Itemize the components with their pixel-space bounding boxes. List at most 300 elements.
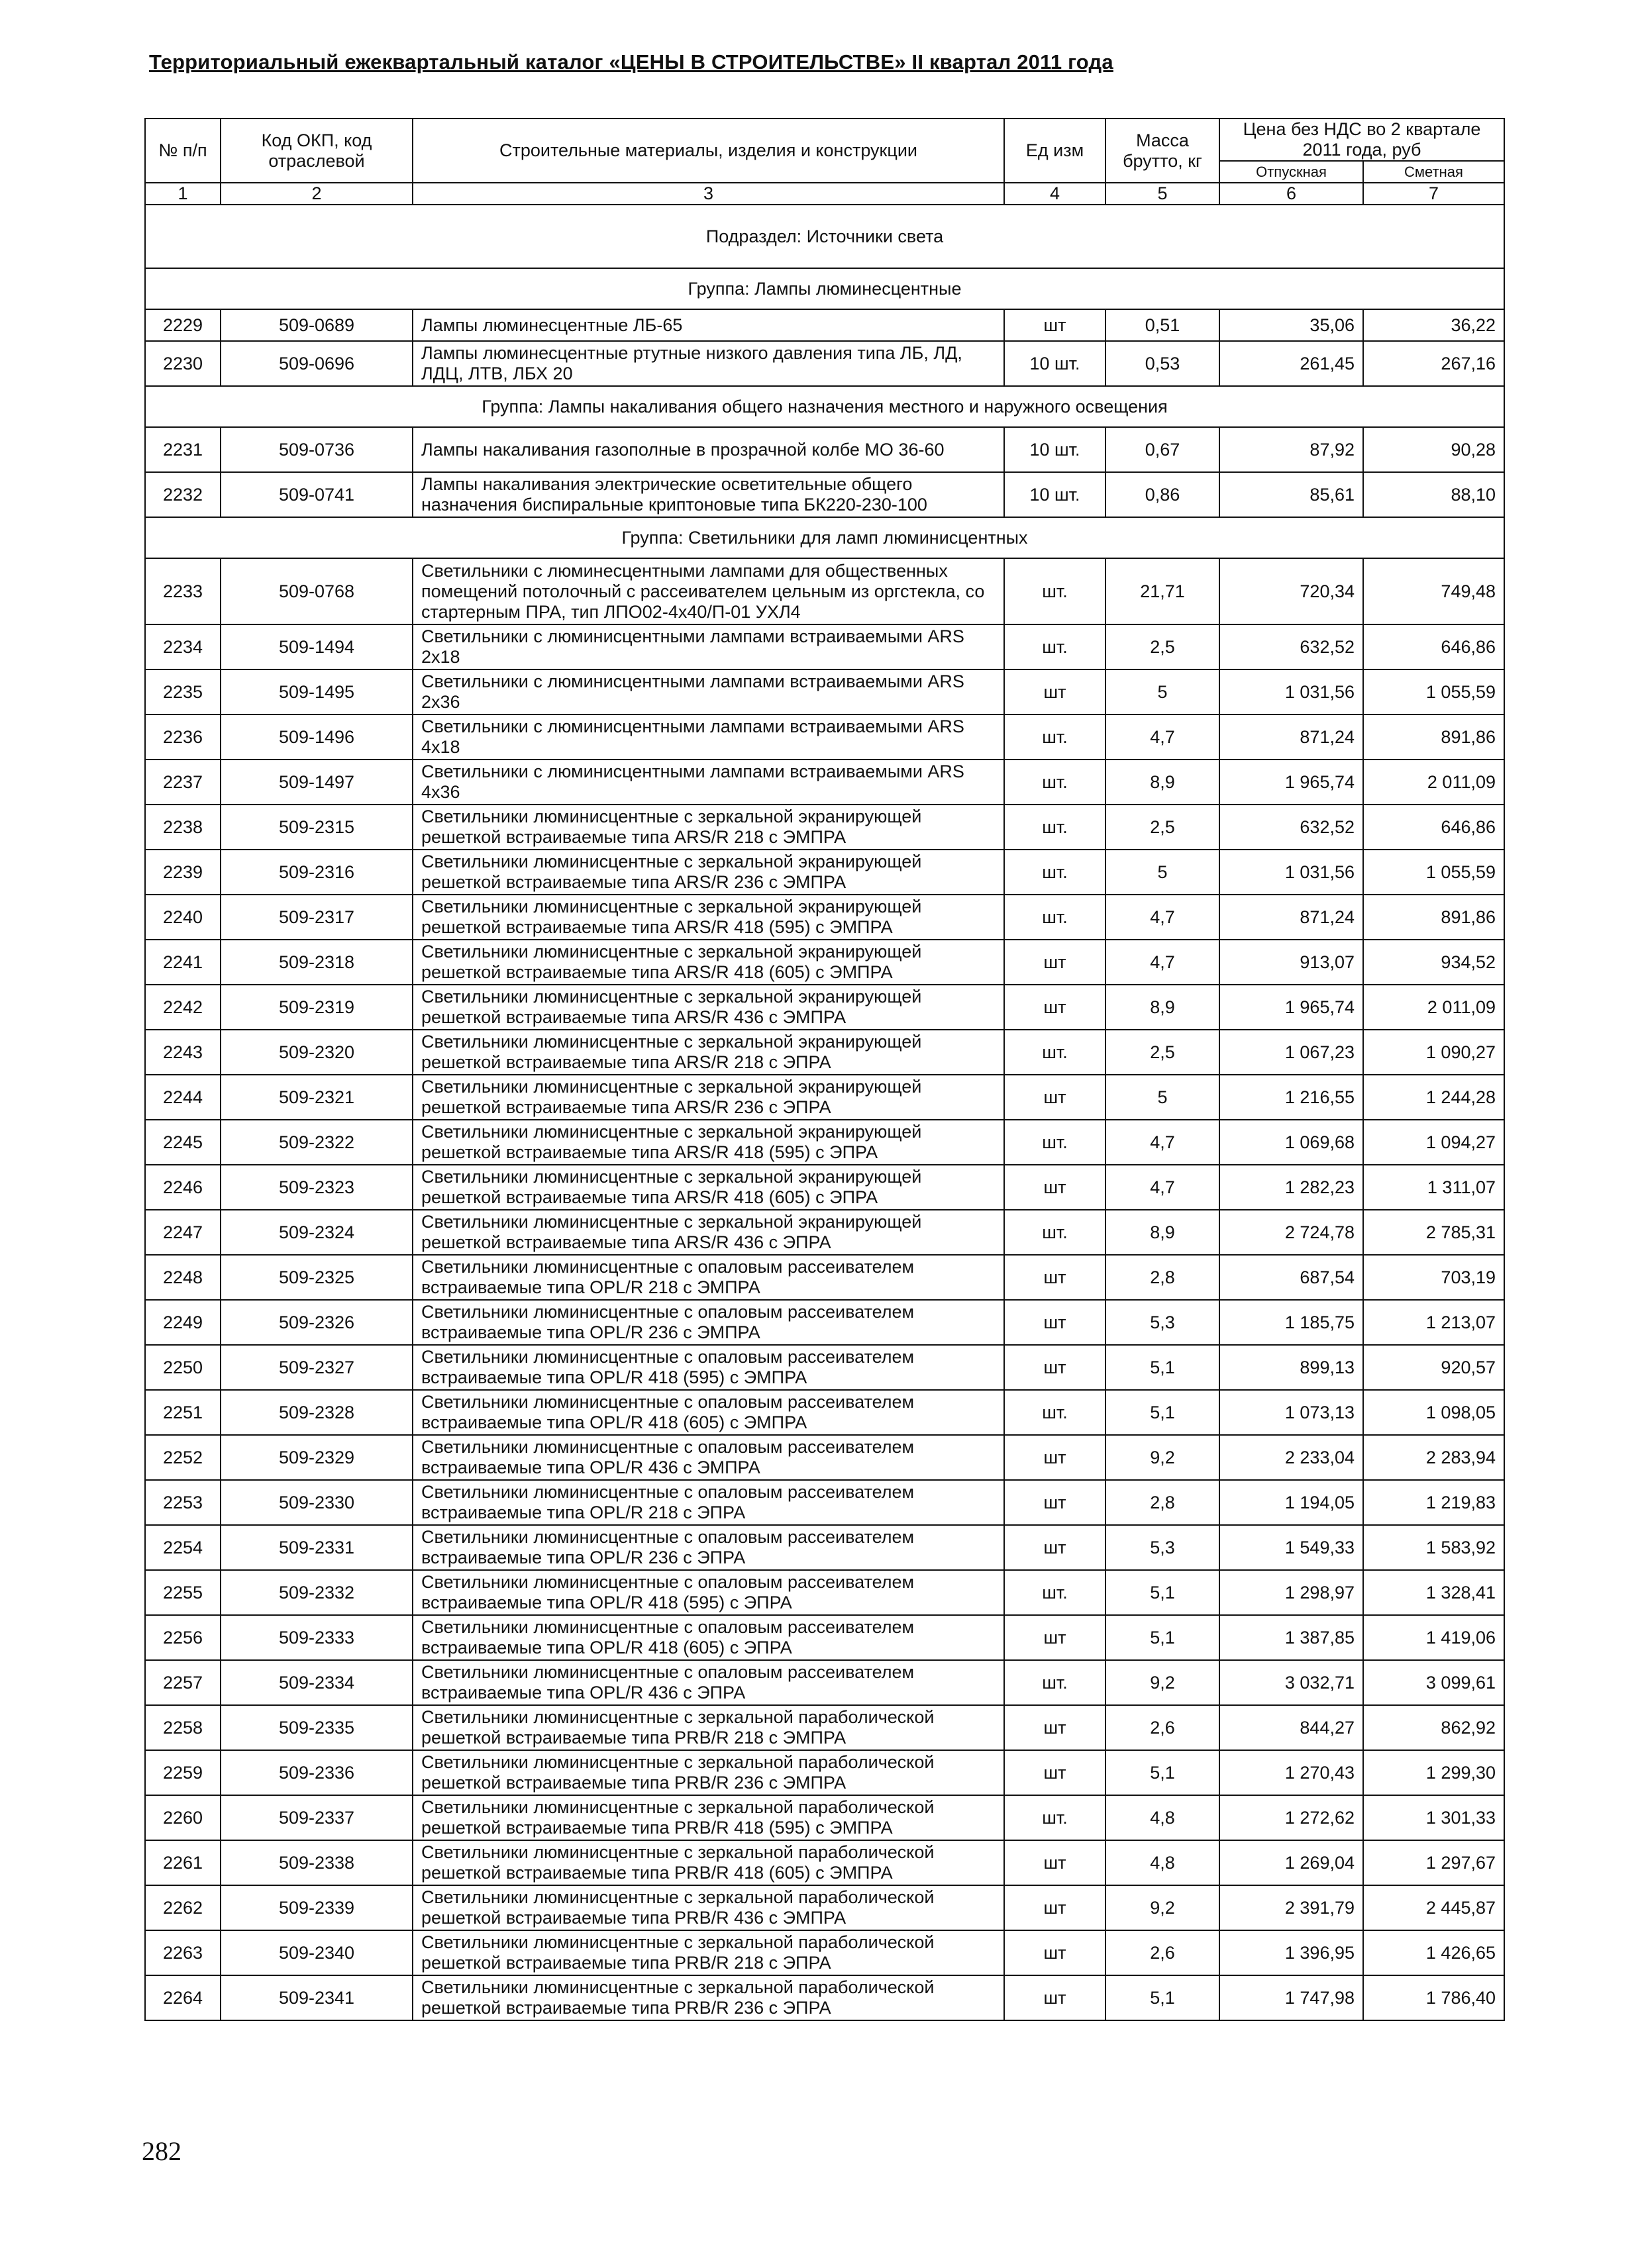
row-price-release: 1 965,74 — [1219, 760, 1363, 805]
column-number: 7 — [1363, 183, 1504, 205]
row-number: 2242 — [145, 985, 221, 1030]
row-price-release: 1 270,43 — [1219, 1750, 1363, 1795]
row-price-estimate: 2 011,09 — [1363, 985, 1504, 1030]
row-number: 2251 — [145, 1390, 221, 1435]
row-price-estimate: 891,86 — [1363, 715, 1504, 760]
row-price-estimate: 1 426,65 — [1363, 1930, 1504, 1975]
row-code: 509-1497 — [221, 760, 413, 805]
row-mass: 5,1 — [1105, 1750, 1219, 1795]
column-header-code: Код ОКП, код отраслевой — [221, 119, 413, 183]
row-price-release: 1 067,23 — [1219, 1030, 1363, 1075]
row-unit: шт — [1004, 1975, 1105, 2020]
row-code: 509-2323 — [221, 1165, 413, 1210]
row-price-estimate: 2 011,09 — [1363, 760, 1504, 805]
row-name: Светильники люминисцентные с зеркальной параболической решеткой встраиваемые типа PRB/R 418 (595) с ЭМПРА — [413, 1795, 1004, 1840]
table-row — [145, 1075, 1504, 1120]
row-unit: шт — [1004, 1840, 1105, 1885]
row-unit: шт. — [1004, 1795, 1105, 1840]
row-name: Светильники люминисцентные с опаловым рассеивателем встраиваемые типа OPL/R 436 с ЭПРА — [413, 1660, 1004, 1705]
row-name: Светильники люминисцентные с опаловым рассеивателем встраиваемые типа OPL/R 218 с ЭПРА — [413, 1480, 1004, 1525]
column-number: 6 — [1219, 183, 1363, 205]
row-unit: шт — [1004, 1345, 1105, 1390]
row-price-release: 2 724,78 — [1219, 1210, 1363, 1255]
column-header-num: № п/п — [145, 119, 221, 183]
table-row — [145, 1750, 1504, 1795]
row-price-release: 87,92 — [1219, 427, 1363, 472]
row-code: 509-2337 — [221, 1795, 413, 1840]
row-name: Светильники люминисцентные с зеркальной экранирующей решеткой встраиваемые типа ARS/R 236 с ЭПРА — [413, 1075, 1004, 1120]
row-mass: 2,8 — [1105, 1255, 1219, 1300]
row-number: 2264 — [145, 1975, 221, 2020]
row-number: 2248 — [145, 1255, 221, 1300]
row-mass: 5,1 — [1105, 1615, 1219, 1660]
row-price-release: 1 031,56 — [1219, 669, 1363, 715]
row-number: 2257 — [145, 1660, 221, 1705]
table-row — [145, 472, 1504, 517]
row-name: Светильники люминисцентные с зеркальной экранирующей решеткой встраиваемые типа ARS/R 218 с ЭПРА — [413, 1030, 1004, 1075]
row-name: Светильники люминисцентные с зеркальной экранирующей решеткой встраиваемые типа ARS/R 218 с ЭМПРА — [413, 805, 1004, 850]
row-name: Светильники люминисцентные с зеркальной экранирующей решеткой встраиваемые типа ARS/R 418 (605) с ЭПРА — [413, 1165, 1004, 1210]
table-row — [145, 624, 1504, 669]
row-price-release: 2 233,04 — [1219, 1435, 1363, 1480]
row-mass: 8,9 — [1105, 985, 1219, 1030]
row-unit: шт. — [1004, 1570, 1105, 1615]
row-price-estimate: 1 583,92 — [1363, 1525, 1504, 1570]
row-price-release: 1 069,68 — [1219, 1120, 1363, 1165]
row-number: 2250 — [145, 1345, 221, 1390]
row-code: 509-2321 — [221, 1075, 413, 1120]
row-name: Светильники люминисцентные с зеркальной параболической решеткой встраиваемые типа PRB/R 218 с ЭПРА — [413, 1930, 1004, 1975]
row-number: 2249 — [145, 1300, 221, 1345]
row-price-release: 720,34 — [1219, 558, 1363, 624]
row-number: 2241 — [145, 940, 221, 985]
row-price-estimate: 646,86 — [1363, 805, 1504, 850]
row-price-estimate: 90,28 — [1363, 427, 1504, 472]
row-mass: 2,5 — [1105, 624, 1219, 669]
row-code: 509-2326 — [221, 1300, 413, 1345]
row-price-estimate: 1 055,59 — [1363, 669, 1504, 715]
row-number: 2239 — [145, 850, 221, 895]
table-row — [145, 1615, 1504, 1660]
table-row — [145, 1660, 1504, 1705]
table-row — [145, 1975, 1504, 2020]
row-code: 509-0689 — [221, 309, 413, 341]
row-price-estimate: 920,57 — [1363, 1345, 1504, 1390]
row-number: 2232 — [145, 472, 221, 517]
row-mass: 4,7 — [1105, 715, 1219, 760]
row-unit: шт — [1004, 1930, 1105, 1975]
row-price-estimate: 1 098,05 — [1363, 1390, 1504, 1435]
table-row — [145, 1705, 1504, 1750]
row-unit: шт. — [1004, 624, 1105, 669]
row-code: 509-0736 — [221, 427, 413, 472]
row-name: Светильники с люминисцентными лампами встраиваемыми ARS 2x36 — [413, 669, 1004, 715]
row-mass: 2,5 — [1105, 805, 1219, 850]
row-number: 2245 — [145, 1120, 221, 1165]
group-row — [145, 517, 1504, 558]
table-row — [145, 760, 1504, 805]
row-price-estimate: 703,19 — [1363, 1255, 1504, 1300]
row-unit: шт — [1004, 1480, 1105, 1525]
row-code: 509-2339 — [221, 1885, 413, 1930]
column-header-name: Строительные материалы, изделия и конструкции — [413, 119, 1004, 183]
row-mass: 0,67 — [1105, 427, 1219, 472]
table-row — [145, 1435, 1504, 1480]
row-code: 509-2324 — [221, 1210, 413, 1255]
row-name: Светильники люминисцентные с зеркальной экранирующей решеткой встраиваемые типа ARS/R 436 с ЭПРА — [413, 1210, 1004, 1255]
row-price-estimate: 36,22 — [1363, 309, 1504, 341]
row-code: 509-1494 — [221, 624, 413, 669]
row-unit: шт — [1004, 1075, 1105, 1120]
table-row — [145, 1930, 1504, 1975]
row-price-release: 1 185,75 — [1219, 1300, 1363, 1345]
table-row — [145, 850, 1504, 895]
row-name: Светильники с люминесцентными лампами для общественных помещений потолочный с рассеивателем цельным из оргстекла, со стартерным ПРА, тип ЛПО02-4х40/П-01 УХЛ4 — [413, 558, 1004, 624]
row-name: Светильники люминисцентные с опаловым рассеивателем встраиваемые типа OPL/R 418 (605) с ЭПРА — [413, 1615, 1004, 1660]
row-number: 2252 — [145, 1435, 221, 1480]
row-mass: 4,7 — [1105, 895, 1219, 940]
column-number: 2 — [221, 183, 413, 205]
row-price-estimate: 2 283,94 — [1363, 1435, 1504, 1480]
row-name: Светильники люминисцентные с зеркальной экранирующей решеткой встраиваемые типа ARS/R 418 (595) с ЭПРА — [413, 1120, 1004, 1165]
row-code: 509-2338 — [221, 1840, 413, 1885]
row-price-estimate: 1 094,27 — [1363, 1120, 1504, 1165]
column-header-unit: Ед изм — [1004, 119, 1105, 183]
row-number: 2259 — [145, 1750, 221, 1795]
row-mass: 5,1 — [1105, 1390, 1219, 1435]
row-mass: 5,1 — [1105, 1975, 1219, 2020]
row-price-estimate: 1 299,30 — [1363, 1750, 1504, 1795]
catalog-body — [145, 205, 1504, 2020]
table-row — [145, 1300, 1504, 1345]
row-mass: 5,3 — [1105, 1300, 1219, 1345]
row-mass: 4,8 — [1105, 1795, 1219, 1840]
row-price-release: 1 194,05 — [1219, 1480, 1363, 1525]
row-unit: шт — [1004, 1435, 1105, 1480]
price-catalog-table — [144, 118, 1505, 2021]
row-unit: шт. — [1004, 558, 1105, 624]
column-number: 4 — [1004, 183, 1105, 205]
row-price-release: 1 549,33 — [1219, 1525, 1363, 1570]
row-mass: 4,7 — [1105, 940, 1219, 985]
row-price-estimate: 891,86 — [1363, 895, 1504, 940]
row-code: 509-0741 — [221, 472, 413, 517]
row-number: 2254 — [145, 1525, 221, 1570]
row-price-release: 1 073,13 — [1219, 1390, 1363, 1435]
row-price-estimate: 1 055,59 — [1363, 850, 1504, 895]
row-name: Светильники люминисцентные с опаловым рассеивателем встраиваемые типа OPL/R 418 (605) с ЭМПРА — [413, 1390, 1004, 1435]
row-code: 509-2341 — [221, 1975, 413, 2020]
row-name: Светильники люминисцентные с опаловым рассеивателем встраиваемые типа OPL/R 236 с ЭПРА — [413, 1525, 1004, 1570]
row-mass: 9,2 — [1105, 1435, 1219, 1480]
row-price-release: 1 396,95 — [1219, 1930, 1363, 1975]
table-row — [145, 1885, 1504, 1930]
row-price-release: 1 387,85 — [1219, 1615, 1363, 1660]
row-mass: 2,5 — [1105, 1030, 1219, 1075]
row-mass: 5,3 — [1105, 1525, 1219, 1570]
row-mass: 2,6 — [1105, 1705, 1219, 1750]
table-row — [145, 1345, 1504, 1390]
row-mass: 9,2 — [1105, 1660, 1219, 1705]
table-row — [145, 1480, 1504, 1525]
row-name: Светильники люминисцентные с зеркальной параболической решеткой встраиваемые типа PRB/R 418 (605) с ЭМПРА — [413, 1840, 1004, 1885]
row-price-estimate: 862,92 — [1363, 1705, 1504, 1750]
row-mass: 0,86 — [1105, 472, 1219, 517]
row-unit: шт. — [1004, 1120, 1105, 1165]
row-price-estimate: 1 311,07 — [1363, 1165, 1504, 1210]
table-row — [145, 309, 1504, 341]
row-name: Светильники люминисцентные с опаловым рассеивателем встраиваемые типа OPL/R 418 (595) с ЭПРА — [413, 1570, 1004, 1615]
row-unit: шт — [1004, 1255, 1105, 1300]
row-unit: шт. — [1004, 895, 1105, 940]
row-price-estimate: 934,52 — [1363, 940, 1504, 985]
row-price-release: 2 391,79 — [1219, 1885, 1363, 1930]
column-numbers-row — [145, 183, 1504, 205]
table-row — [145, 1525, 1504, 1570]
row-number: 2258 — [145, 1705, 221, 1750]
row-name: Лампы люминесцентные ртутные низкого давления типа ЛБ, ЛД, ЛДЦ, ЛТВ, ЛБХ 20 — [413, 341, 1004, 386]
row-price-release: 1 965,74 — [1219, 985, 1363, 1030]
row-number: 2243 — [145, 1030, 221, 1075]
row-unit: 10 шт. — [1004, 472, 1105, 517]
row-price-estimate: 1 219,83 — [1363, 1480, 1504, 1525]
column-header-price-estimate: Сметная — [1363, 161, 1504, 183]
row-code: 509-2331 — [221, 1525, 413, 1570]
row-unit: шт — [1004, 309, 1105, 341]
row-number: 2236 — [145, 715, 221, 760]
row-number: 2233 — [145, 558, 221, 624]
row-unit: шт — [1004, 1165, 1105, 1210]
row-unit: шт. — [1004, 1660, 1105, 1705]
row-number: 2238 — [145, 805, 221, 850]
row-code: 509-2319 — [221, 985, 413, 1030]
row-code: 509-2315 — [221, 805, 413, 850]
row-code: 509-2316 — [221, 850, 413, 895]
row-unit: 10 шт. — [1004, 341, 1105, 386]
row-name: Светильники люминисцентные с опаловым рассеивателем встраиваемые типа OPL/R 236 с ЭМПРА — [413, 1300, 1004, 1345]
row-name: Светильники люминисцентные с зеркальной параболической решеткой встраиваемые типа PRB/R 236 с ЭПРА — [413, 1975, 1004, 2020]
row-number: 2231 — [145, 427, 221, 472]
row-price-release: 1 747,98 — [1219, 1975, 1363, 2020]
table-row — [145, 1570, 1504, 1615]
row-number: 2262 — [145, 1885, 221, 1930]
column-header-price: Цена без НДС во 2 квартале 2011 года, руб — [1219, 119, 1504, 161]
row-mass: 5,1 — [1105, 1345, 1219, 1390]
row-price-release: 1 269,04 — [1219, 1840, 1363, 1885]
row-name: Светильники люминисцентные с опаловым рассеивателем встраиваемые типа OPL/R 218 с ЭМПРА — [413, 1255, 1004, 1300]
row-price-estimate: 1 244,28 — [1363, 1075, 1504, 1120]
row-name: Лампы накаливания электрические осветительные общего назначения биспиральные криптоновые типа БК220-230-100 — [413, 472, 1004, 517]
row-unit: шт. — [1004, 1210, 1105, 1255]
row-unit: шт — [1004, 940, 1105, 985]
table-row — [145, 427, 1504, 472]
row-price-release: 899,13 — [1219, 1345, 1363, 1390]
row-mass: 9,2 — [1105, 1885, 1219, 1930]
column-header-price-release: Отпускная — [1219, 161, 1363, 183]
row-name: Светильники люминисцентные с опаловым рассеивателем встраиваемые типа OPL/R 436 с ЭМПРА — [413, 1435, 1004, 1480]
row-price-estimate: 646,86 — [1363, 624, 1504, 669]
row-price-release: 1 216,55 — [1219, 1075, 1363, 1120]
row-number: 2253 — [145, 1480, 221, 1525]
row-price-release: 913,07 — [1219, 940, 1363, 985]
row-unit: шт — [1004, 1750, 1105, 1795]
row-number: 2263 — [145, 1930, 221, 1975]
row-unit: шт. — [1004, 1390, 1105, 1435]
row-name: Лампы накаливания газополные в прозрачной колбе МО 36-60 — [413, 427, 1004, 472]
row-price-release: 1 298,97 — [1219, 1570, 1363, 1615]
table-row — [145, 1255, 1504, 1300]
table-row — [145, 805, 1504, 850]
row-name: Лампы люминесцентные ЛБ-65 — [413, 309, 1004, 341]
table-row — [145, 1210, 1504, 1255]
row-unit: 10 шт. — [1004, 427, 1105, 472]
row-price-release: 871,24 — [1219, 895, 1363, 940]
row-unit: шт. — [1004, 715, 1105, 760]
row-code: 509-2334 — [221, 1660, 413, 1705]
row-unit: шт — [1004, 1300, 1105, 1345]
row-code: 509-2320 — [221, 1030, 413, 1075]
row-number: 2260 — [145, 1795, 221, 1840]
table-row — [145, 895, 1504, 940]
row-code: 509-2318 — [221, 940, 413, 985]
column-number: 1 — [145, 183, 221, 205]
row-price-release: 1 282,23 — [1219, 1165, 1363, 1210]
column-number: 3 — [413, 183, 1004, 205]
group-title: Группа: Светильники для ламп люминисцентных — [145, 517, 1504, 558]
table-row — [145, 940, 1504, 985]
subsection-title: Подраздел: Источники света — [145, 205, 1504, 268]
row-code: 509-2340 — [221, 1930, 413, 1975]
row-code: 509-2328 — [221, 1390, 413, 1435]
row-mass: 4,8 — [1105, 1840, 1219, 1885]
row-price-estimate: 1 213,07 — [1363, 1300, 1504, 1345]
row-name: Светильники люминисцентные с зеркальной параболической решеткой встраиваемые типа PRB/R 436 с ЭМПРА — [413, 1885, 1004, 1930]
group-title: Группа: Лампы люминесцентные — [145, 268, 1504, 309]
row-code: 509-2329 — [221, 1435, 413, 1480]
row-name: Светильники люминисцентные с опаловым рассеивателем встраиваемые типа OPL/R 418 (595) с ЭМПРА — [413, 1345, 1004, 1390]
row-mass: 8,9 — [1105, 760, 1219, 805]
row-mass: 8,9 — [1105, 1210, 1219, 1255]
row-mass: 4,7 — [1105, 1120, 1219, 1165]
row-code: 509-2327 — [221, 1345, 413, 1390]
row-number: 2255 — [145, 1570, 221, 1615]
row-code: 509-2333 — [221, 1615, 413, 1660]
row-price-estimate: 88,10 — [1363, 472, 1504, 517]
row-number: 2247 — [145, 1210, 221, 1255]
row-code: 509-2335 — [221, 1705, 413, 1750]
row-code: 509-1495 — [221, 669, 413, 715]
row-number: 2229 — [145, 309, 221, 341]
row-code: 509-1496 — [221, 715, 413, 760]
table-row — [145, 1390, 1504, 1435]
table-row — [145, 341, 1504, 386]
row-number: 2237 — [145, 760, 221, 805]
row-number: 2240 — [145, 895, 221, 940]
row-code: 509-2322 — [221, 1120, 413, 1165]
row-mass: 0,51 — [1105, 309, 1219, 341]
row-price-estimate: 1 301,33 — [1363, 1795, 1504, 1840]
row-unit: шт. — [1004, 1030, 1105, 1075]
row-price-estimate: 1 786,40 — [1363, 1975, 1504, 2020]
row-name: Светильники люминисцентные с зеркальной параболической решеткой встраиваемые типа PRB/R 218 с ЭМПРА — [413, 1705, 1004, 1750]
table-row — [145, 558, 1504, 624]
row-name: Светильники люминисцентные с зеркальной экранирующей решеткой встраиваемые типа ARS/R 436 с ЭМПРА — [413, 985, 1004, 1030]
group-row — [145, 386, 1504, 427]
row-unit: шт — [1004, 1885, 1105, 1930]
table-row — [145, 1030, 1504, 1075]
table-row — [145, 715, 1504, 760]
row-price-estimate: 2 445,87 — [1363, 1885, 1504, 1930]
row-name: Светильники с люминисцентными лампами встраиваемыми ARS 4x18 — [413, 715, 1004, 760]
row-price-release: 35,06 — [1219, 309, 1363, 341]
row-unit: шт — [1004, 985, 1105, 1030]
row-mass: 4,7 — [1105, 1165, 1219, 1210]
row-price-release: 1 272,62 — [1219, 1795, 1363, 1840]
row-mass: 5 — [1105, 850, 1219, 895]
table-row — [145, 1120, 1504, 1165]
row-price-release: 261,45 — [1219, 341, 1363, 386]
row-code: 509-2330 — [221, 1480, 413, 1525]
row-unit: шт — [1004, 1525, 1105, 1570]
row-code: 509-2336 — [221, 1750, 413, 1795]
row-code: 509-0768 — [221, 558, 413, 624]
row-unit: шт — [1004, 669, 1105, 715]
row-code: 509-2317 — [221, 895, 413, 940]
row-number: 2256 — [145, 1615, 221, 1660]
row-name: Светильники люминисцентные с зеркальной параболической решеткой встраиваемые типа PRB/R 236 с ЭМПРА — [413, 1750, 1004, 1795]
row-price-estimate: 749,48 — [1363, 558, 1504, 624]
row-price-estimate: 2 785,31 — [1363, 1210, 1504, 1255]
table-row — [145, 669, 1504, 715]
row-name: Светильники с люминисцентными лампами встраиваемыми ARS 4x36 — [413, 760, 1004, 805]
row-price-estimate: 1 328,41 — [1363, 1570, 1504, 1615]
row-number: 2230 — [145, 341, 221, 386]
row-number: 2261 — [145, 1840, 221, 1885]
group-title: Группа: Лампы накаливания общего назначения местного и наружного освещения — [145, 386, 1504, 427]
row-unit: шт. — [1004, 850, 1105, 895]
group-row — [145, 268, 1504, 309]
row-price-estimate: 1 419,06 — [1363, 1615, 1504, 1660]
row-mass: 0,53 — [1105, 341, 1219, 386]
row-mass: 5 — [1105, 669, 1219, 715]
row-price-release: 1 031,56 — [1219, 850, 1363, 895]
table-row — [145, 1165, 1504, 1210]
row-name: Светильники люминисцентные с зеркальной экранирующей решеткой встраиваемые типа ARS/R 236 с ЭМПРА — [413, 850, 1004, 895]
row-name: Светильники с люминисцентными лампами встраиваемыми ARS 2x18 — [413, 624, 1004, 669]
row-unit: шт — [1004, 1615, 1105, 1660]
row-name: Светильники люминисцентные с зеркальной экранирующей решеткой встраиваемые типа ARS/R 418 (605) с ЭМПРА — [413, 940, 1004, 985]
column-header-mass: Масса брутто, кг — [1105, 119, 1219, 183]
row-price-release: 632,52 — [1219, 624, 1363, 669]
row-mass: 21,71 — [1105, 558, 1219, 624]
row-unit: шт. — [1004, 805, 1105, 850]
row-code: 509-2332 — [221, 1570, 413, 1615]
row-price-release: 687,54 — [1219, 1255, 1363, 1300]
table-row — [145, 985, 1504, 1030]
row-number: 2235 — [145, 669, 221, 715]
row-price-estimate: 1 297,67 — [1363, 1840, 1504, 1885]
row-mass: 5,1 — [1105, 1570, 1219, 1615]
row-unit: шт — [1004, 1705, 1105, 1750]
row-price-release: 3 032,71 — [1219, 1660, 1363, 1705]
row-mass: 2,6 — [1105, 1930, 1219, 1975]
row-mass: 2,8 — [1105, 1480, 1219, 1525]
row-price-release: 632,52 — [1219, 805, 1363, 850]
row-price-estimate: 267,16 — [1363, 341, 1504, 386]
row-number: 2234 — [145, 624, 221, 669]
row-unit: шт. — [1004, 760, 1105, 805]
row-price-estimate: 3 099,61 — [1363, 1660, 1504, 1705]
